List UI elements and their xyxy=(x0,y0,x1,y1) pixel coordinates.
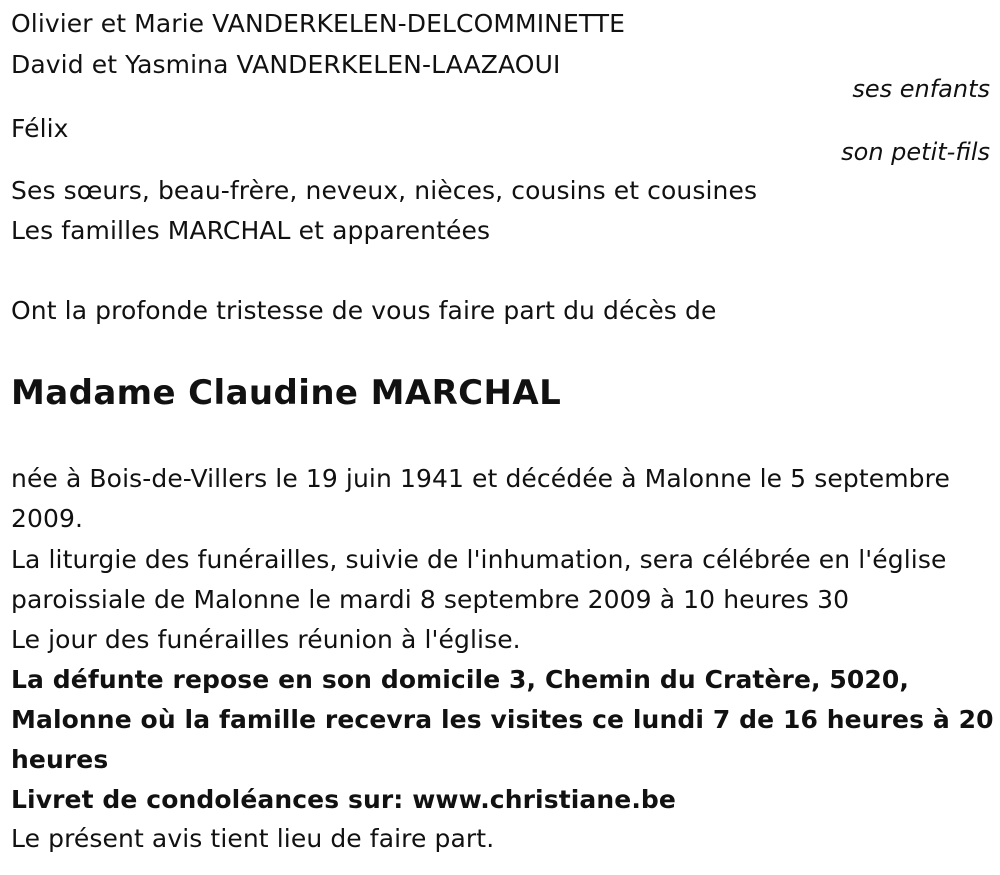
children-role: ses enfants xyxy=(852,75,990,103)
repose-line-2: Malonne où la famille recevra les visites ce lundi 7 de 16 heures à 20 xyxy=(11,705,994,734)
birth-death-line-1: née à Bois-de-Villers le 19 juin 1941 et décédée à Malonne le 5 septembre xyxy=(11,464,950,493)
liturgy-line-1: La liturgie des funérailles, suivie de l'inhumation, sera célébrée en l'église xyxy=(11,545,947,574)
relatives-line-2: Les familles MARCHAL et apparentées xyxy=(11,216,491,245)
announcement-text: Ont la profonde tristesse de vous faire part du décès de xyxy=(11,296,717,325)
child-couple-2: David et Yasmina VANDERKELEN-LAAZAOUI xyxy=(11,50,561,79)
deceased-name: Madame Claudine MARCHAL xyxy=(11,373,562,413)
grandchild-role: son petit-fils xyxy=(841,138,990,166)
relatives-line-1: Ses sœurs, beau-frère, neveux, nièces, cousins et cousines xyxy=(11,176,758,205)
reunion-text: Le jour des funérailles réunion à l'église. xyxy=(11,625,521,654)
liturgy-line-2: paroissiale de Malonne le mardi 8 septembre 2009 à 10 heures 30 xyxy=(11,585,850,614)
birth-death-line-2: 2009. xyxy=(11,504,84,533)
grandchild-name: Félix xyxy=(11,114,69,143)
repose-line-3: heures xyxy=(11,745,109,774)
condolences-text: Livret de condoléances sur: www.christiane.be xyxy=(11,785,676,814)
closing-text: Le présent avis tient lieu de faire part. xyxy=(11,824,495,853)
repose-line-1: La défunte repose en son domicile 3, Chemin du Cratère, 5020, xyxy=(11,665,909,694)
child-couple-1: Olivier et Marie VANDERKELEN-DELCOMMINETTE xyxy=(11,9,626,38)
